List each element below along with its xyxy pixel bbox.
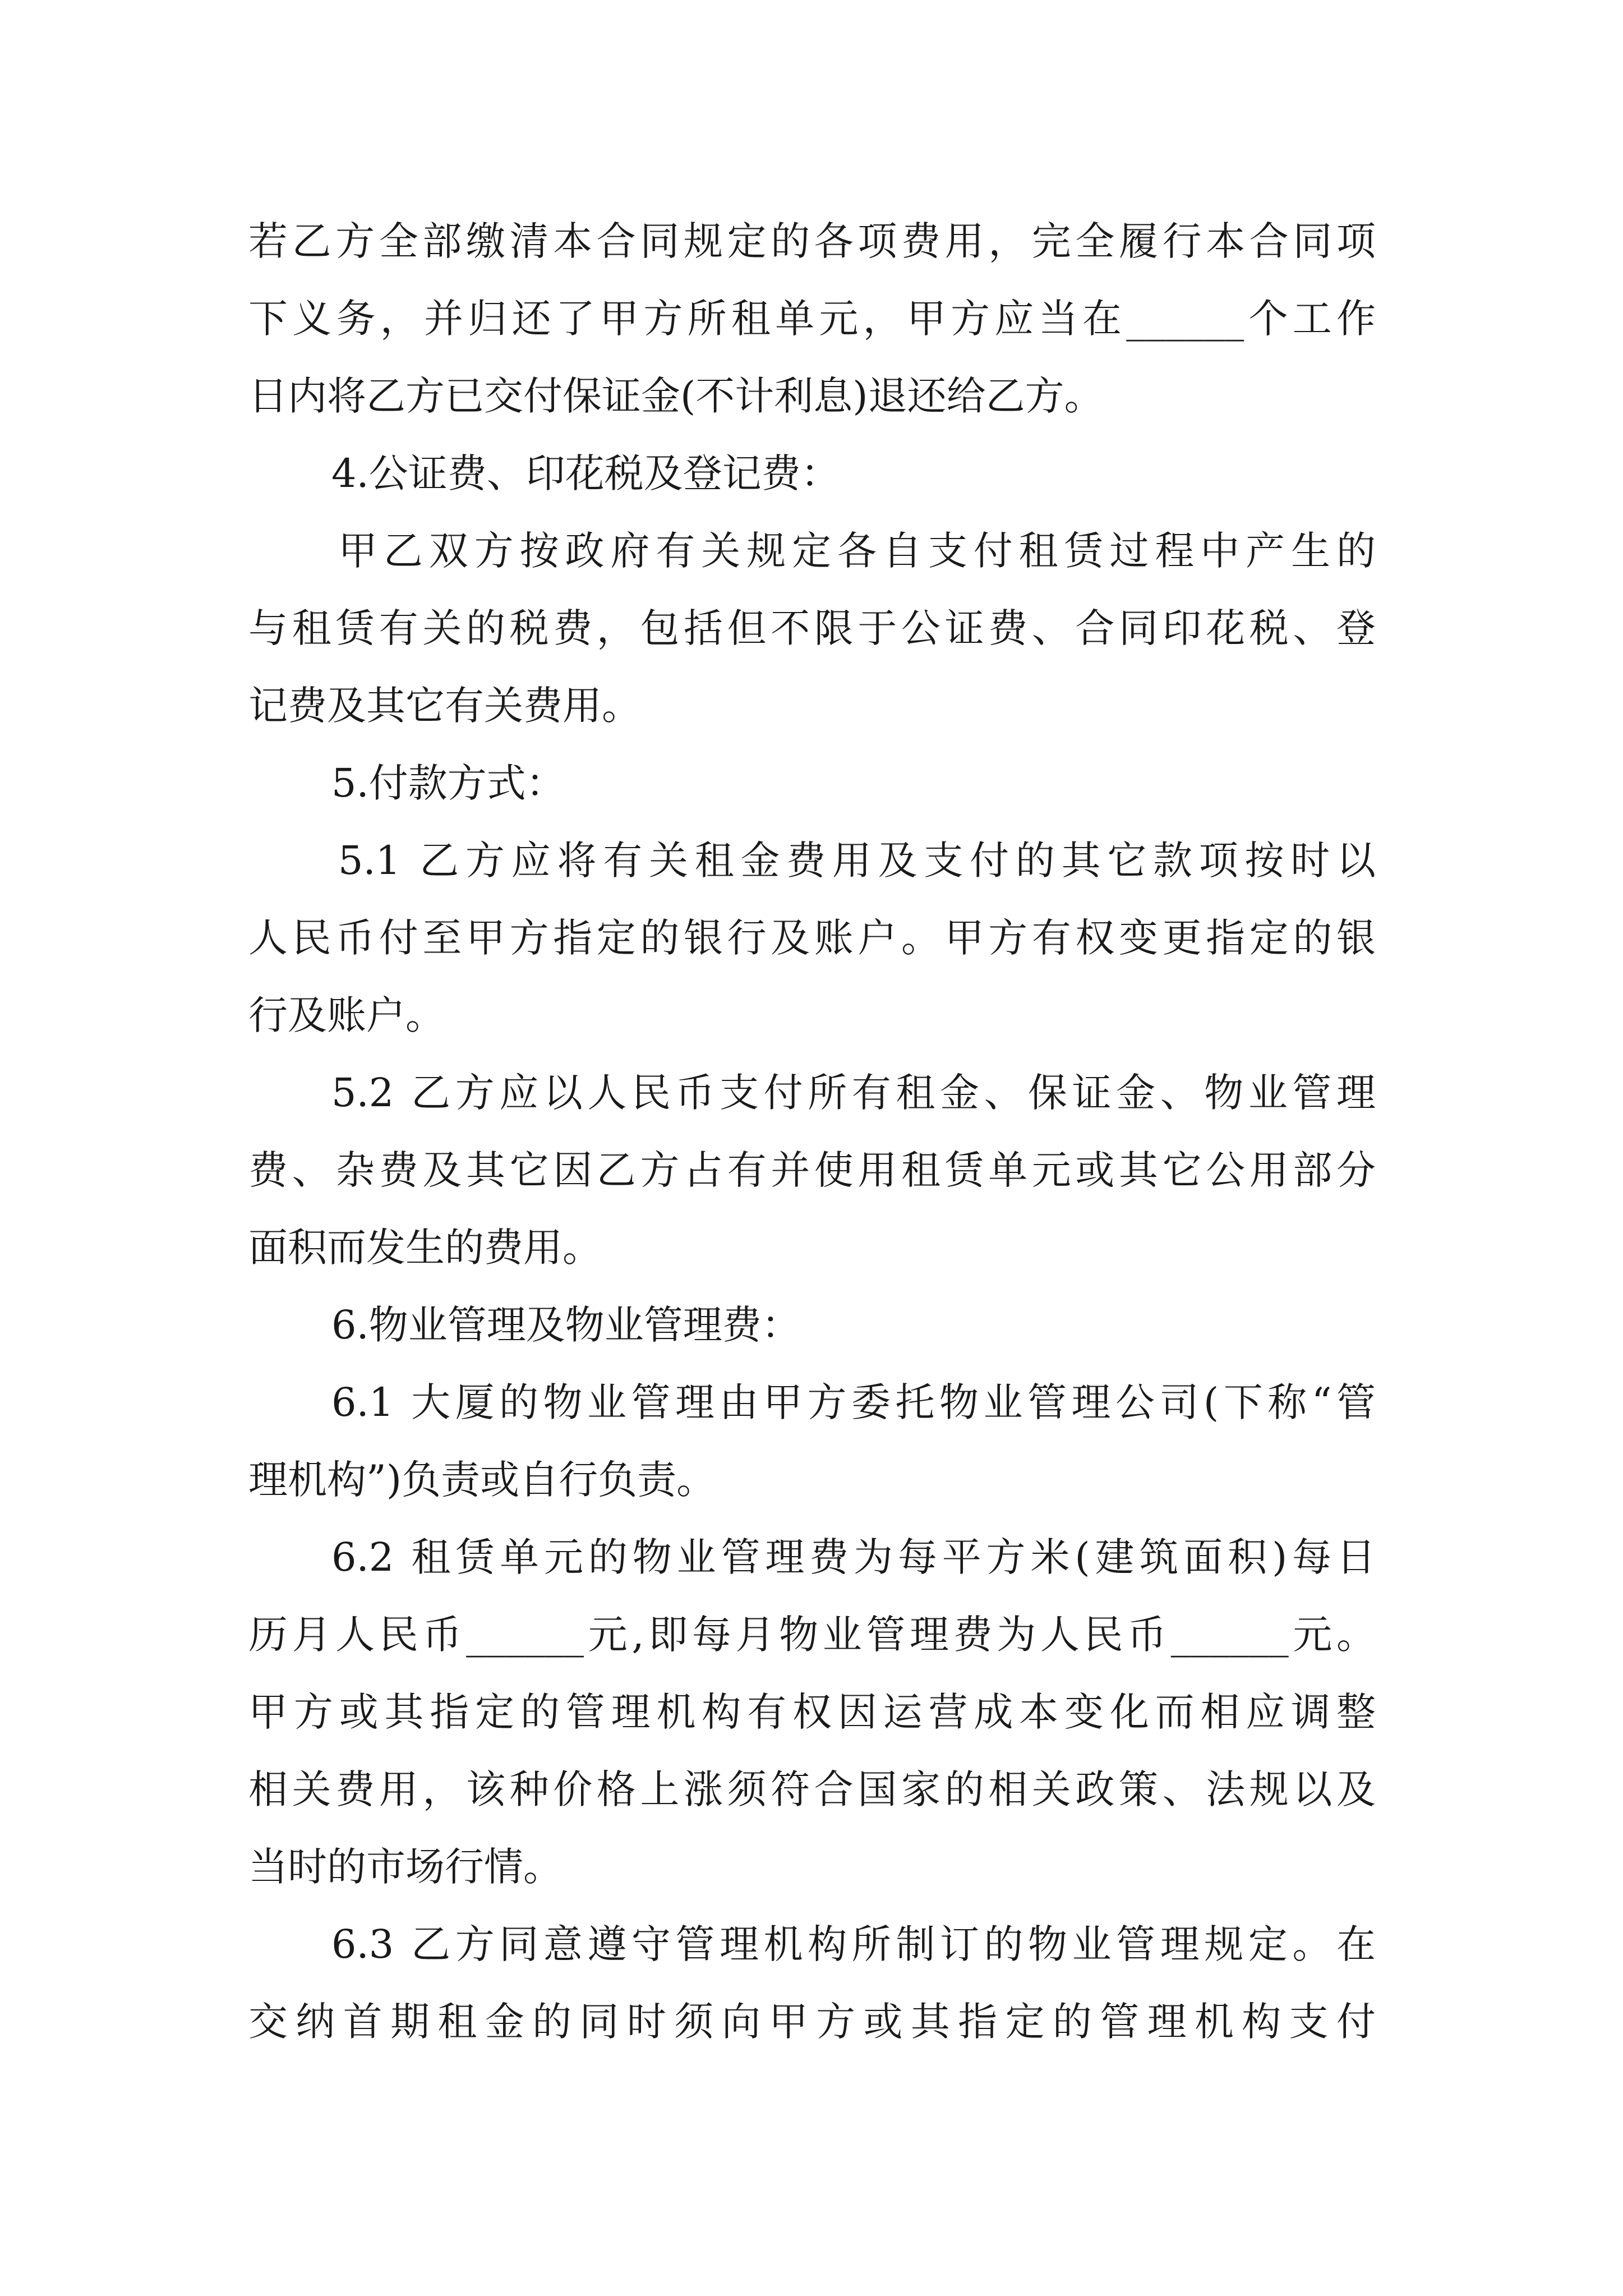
paragraph-line: 理机构”)负责或自行负责。: [248, 1457, 716, 1503]
paragraph-line: 5.2 乙方应以人民币支付所有租金、保证金、物业管理: [331, 1070, 1376, 1116]
section-heading: 6.物业管理及物业管理费：: [331, 1302, 801, 1348]
paragraph-line: 历月人民币______元,即每月物业管理费为人民币______元。: [248, 1612, 1376, 1658]
paragraph-line: 人民币付至甲方指定的银行及账户。甲方有权变更指定的银: [248, 915, 1376, 961]
paragraph-line: 5.1 乙方应将有关租金费用及支付的其它款项按时以: [338, 838, 1376, 884]
paragraph-line: 交纳首期租金的同时须向甲方或其指定的管理机构支付: [248, 1999, 1376, 2045]
paragraph-line: 6.3 乙方同意遵守管理机构所制订的物业管理规定。在: [331, 1921, 1376, 1967]
paragraph-line: 6.1 大厦的物业管理由甲方委托物业管理公司(下称“管: [331, 1379, 1376, 1425]
paragraph-line: 面积而发生的费用。: [248, 1225, 602, 1271]
paragraph-line: 与租赁有关的税费，包括但不限于公证费、合同印花税、登: [248, 605, 1376, 651]
paragraph-line: 甲乙双方按政府有关规定各自支付租赁过程中产生的: [338, 528, 1376, 574]
paragraph-line: 费、杂费及其它因乙方占有并使用租赁单元或其它公用部分: [248, 1147, 1376, 1193]
paragraph-line: 记费及其它有关费用。: [248, 683, 641, 729]
paragraph-line: 下义务，并归还了甲方所租单元，甲方应当在______个工作: [248, 296, 1376, 342]
section-heading: 4.公证费、印花税及登记费：: [331, 450, 840, 496]
paragraph-line: 6.2 租赁单元的物业管理费为每平方米(建筑面积)每日: [331, 1534, 1376, 1580]
section-heading: 5.付款方式：: [331, 760, 565, 806]
paragraph-line: 若乙方全部缴清本合同规定的各项费用，完全履行本合同项: [248, 218, 1376, 264]
paragraph-line: 甲方或其指定的管理机构有权因运营成本变化而相应调整: [248, 1689, 1376, 1735]
paragraph-line: 当时的市场行情。: [248, 1844, 562, 1890]
paragraph-line: 日内将乙方已交付保证金(不计利息)退还给乙方。: [248, 373, 1104, 419]
paragraph-line: 行及账户。: [248, 992, 445, 1038]
paragraph-line: 相关费用，该种价格上涨须符合国家的相关政策、法规以及: [248, 1766, 1376, 1812]
